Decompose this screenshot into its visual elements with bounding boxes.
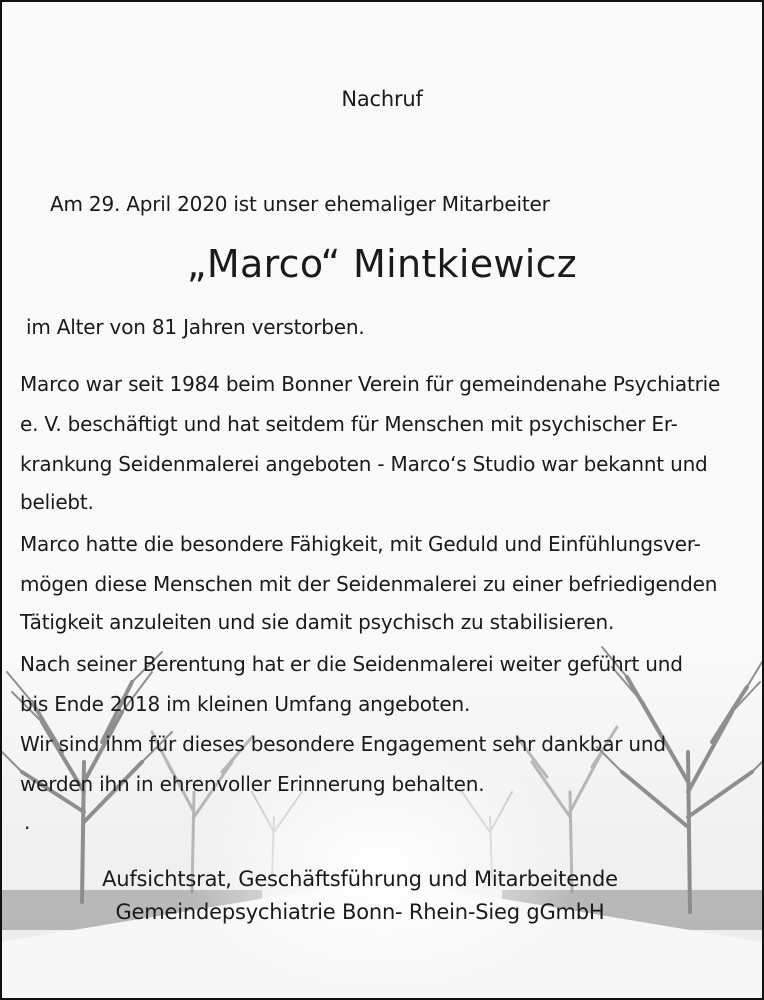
body-line: Nach seiner Berentung hat er die Seidenmalerei weiter geführt und [20,652,683,676]
body-line: Tätigkeit anzuleiten und sie damit psychisch zu stabilisieren. [20,610,615,634]
body-line: Marco war seit 1984 beim Bonner Verein für gemeindenahe Psychiatrie [20,372,721,396]
intro-line: Am 29. April 2020 ist unser ehemaliger Mitarbeiter [50,192,550,216]
body-line: bis Ende 2018 im kleinen Umfang angeboten. [20,692,471,716]
body-line: Wir sind ihm für dieses besondere Engagement sehr dankbar und [20,732,666,756]
notice-text [2,2,762,998]
signature-line-1: Aufsichtsrat, Geschäftsführung und Mitarbeitende [102,867,618,891]
age-line: im Alter von 81 Jahren verstorben. [26,315,365,339]
body-line: Marco hatte die besondere Fähigkeit, mit Geduld und Einfühlungsver- [20,532,701,556]
body-line: . [24,810,31,834]
body-line: werden ihn in ehrenvoller Erinnerung behalten. [20,772,485,796]
signature-line-2: Gemeindepsychiatrie Bonn- Rhein-Sieg gGmbH [115,900,605,924]
body-line: e. V. beschäftigt und hat seitdem für Menschen mit psychischer Er- [20,412,678,436]
body-line: mögen diese Menschen mit der Seidenmalerei zu einer befriedigenden [20,572,718,596]
body-line: beliebt. [20,490,94,514]
notice-heading: Nachruf [341,87,423,111]
deceased-name: „Marco“ Mintkiewicz [186,242,578,286]
body-line: krankung Seidenmalerei angeboten - Marco‘s Studio war bekannt und [20,452,708,476]
